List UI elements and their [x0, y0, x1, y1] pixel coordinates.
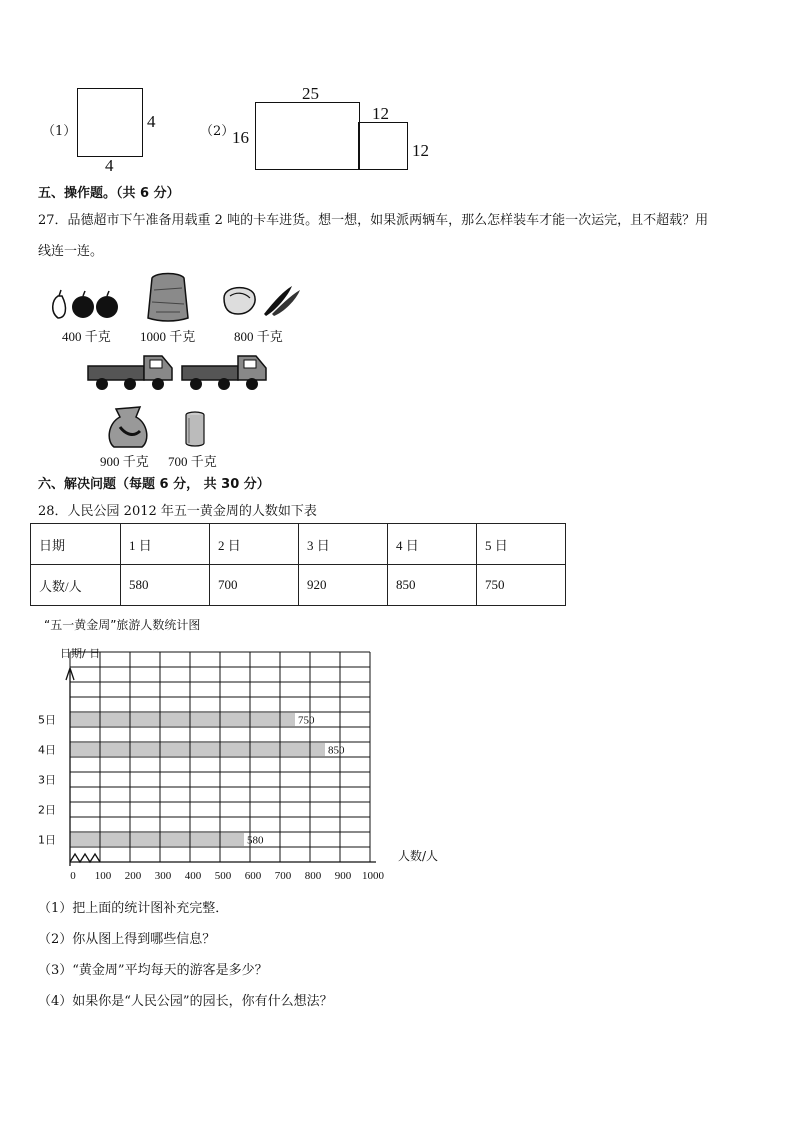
- table-cell: 3 日: [299, 524, 388, 565]
- x-tick-label: 700: [274, 870, 292, 882]
- table-cell: 人数/人: [31, 565, 121, 606]
- goods-label-800: 800 千克: [234, 329, 283, 344]
- square-side-right: 4: [147, 112, 156, 131]
- fruit-icon: [48, 288, 120, 320]
- big-rectangle: [255, 102, 360, 170]
- truck-1-icon: [86, 352, 174, 392]
- goods-label-700: 700 千克: [168, 454, 217, 469]
- x-tick-label: 400: [184, 870, 202, 882]
- table-cell: 850: [388, 565, 477, 606]
- bar-value-label: 750: [298, 714, 315, 727]
- y-category-label: 3日: [38, 773, 56, 787]
- y-category-label: 5日: [38, 713, 56, 727]
- q27-text-line1: 27．品德超市下午准备用载重 2 吨的卡车进货。想一想，如果派两辆车，那么怎样装车才能一次运完，且不超载？用: [38, 213, 709, 228]
- table-cell: 5 日: [477, 524, 566, 565]
- bar-value-label: 580: [247, 834, 264, 847]
- question-1: （1）把上面的统计图补充完整．: [38, 901, 229, 916]
- small-square-top-length: 12: [372, 104, 389, 123]
- x-tick-label: 300: [154, 870, 172, 882]
- table-cell: 700: [210, 565, 299, 606]
- x-tick-label: 600: [244, 870, 262, 882]
- question-4: （4）如果你是“人民公园”的园长，你有什么想法？: [38, 994, 333, 1009]
- bar-4: [70, 743, 325, 756]
- table-header-row: [31, 524, 566, 565]
- table-cell: 1 日: [121, 524, 210, 565]
- x-tick-label: 100: [94, 870, 112, 882]
- x-tick-label: 1000: [362, 870, 384, 882]
- big-rect-top-length: 25: [302, 84, 319, 103]
- table-cell: 580: [121, 565, 210, 606]
- visitor-table: [30, 523, 566, 606]
- visitor-bar-chart: [0, 640, 439, 890]
- y-category-label: 4日: [38, 743, 56, 757]
- table-cell: 日期: [31, 524, 121, 565]
- goods-label-400: 400 千克: [62, 329, 111, 344]
- q28-intro: 28．人民公园 2012 年五一黄金周的人数如下表: [38, 504, 317, 519]
- table-row: [31, 565, 566, 606]
- bag-icon: [106, 405, 152, 449]
- bar-1: [70, 833, 244, 846]
- small-square-right-length: 12: [412, 141, 429, 160]
- big-rect-left-length: 16: [232, 128, 249, 147]
- sack-icon: [146, 270, 190, 322]
- y-category-label: 1日: [38, 833, 56, 847]
- x-tick-label: 500: [214, 870, 232, 882]
- truck-2-icon: [180, 352, 268, 392]
- chart-title: “五一黄金周”旅游人数统计图: [44, 618, 201, 632]
- x-tick-label: 200: [124, 870, 142, 882]
- y-category-label: 2日: [38, 803, 56, 817]
- x-axis-title: 人数/人: [398, 849, 439, 863]
- goods-label-1000: 1000 千克: [140, 329, 196, 344]
- vegetables-icon: [220, 280, 302, 318]
- question-3: （3）“黄金周”平均每天的游客是多少？: [38, 963, 268, 978]
- y-axis-title: 日期/ 日: [60, 647, 101, 660]
- square-figure: [77, 88, 143, 157]
- barrel-icon: [184, 410, 206, 448]
- q27-text-line2: 线连一连。: [38, 244, 104, 259]
- section5-title: 五、操作题。（共 6 分）: [38, 186, 180, 201]
- question-2: （2）你从图上得到哪些信息？: [38, 932, 216, 947]
- square-side-bottom: 4: [105, 156, 114, 175]
- x-tick-label: 0: [70, 870, 76, 882]
- goods-label-900: 900 千克: [100, 454, 149, 469]
- axis-break-mark: [70, 854, 100, 862]
- table-cell: 2 日: [210, 524, 299, 565]
- section6-title: 六、解决问题（每题 6 分， 共 30 分）: [38, 477, 270, 492]
- bar-5: [70, 713, 295, 726]
- shape-1-label: （1）: [42, 124, 77, 139]
- shape-2-label: （2）: [200, 124, 235, 139]
- small-square: [358, 122, 408, 170]
- x-tick-label: 900: [334, 870, 352, 882]
- table-cell: 4 日: [388, 524, 477, 565]
- bar-value-label: 850: [328, 744, 345, 757]
- x-tick-label: 800: [304, 870, 322, 882]
- table-cell: 750: [477, 565, 566, 606]
- table-cell: 920: [299, 565, 388, 606]
